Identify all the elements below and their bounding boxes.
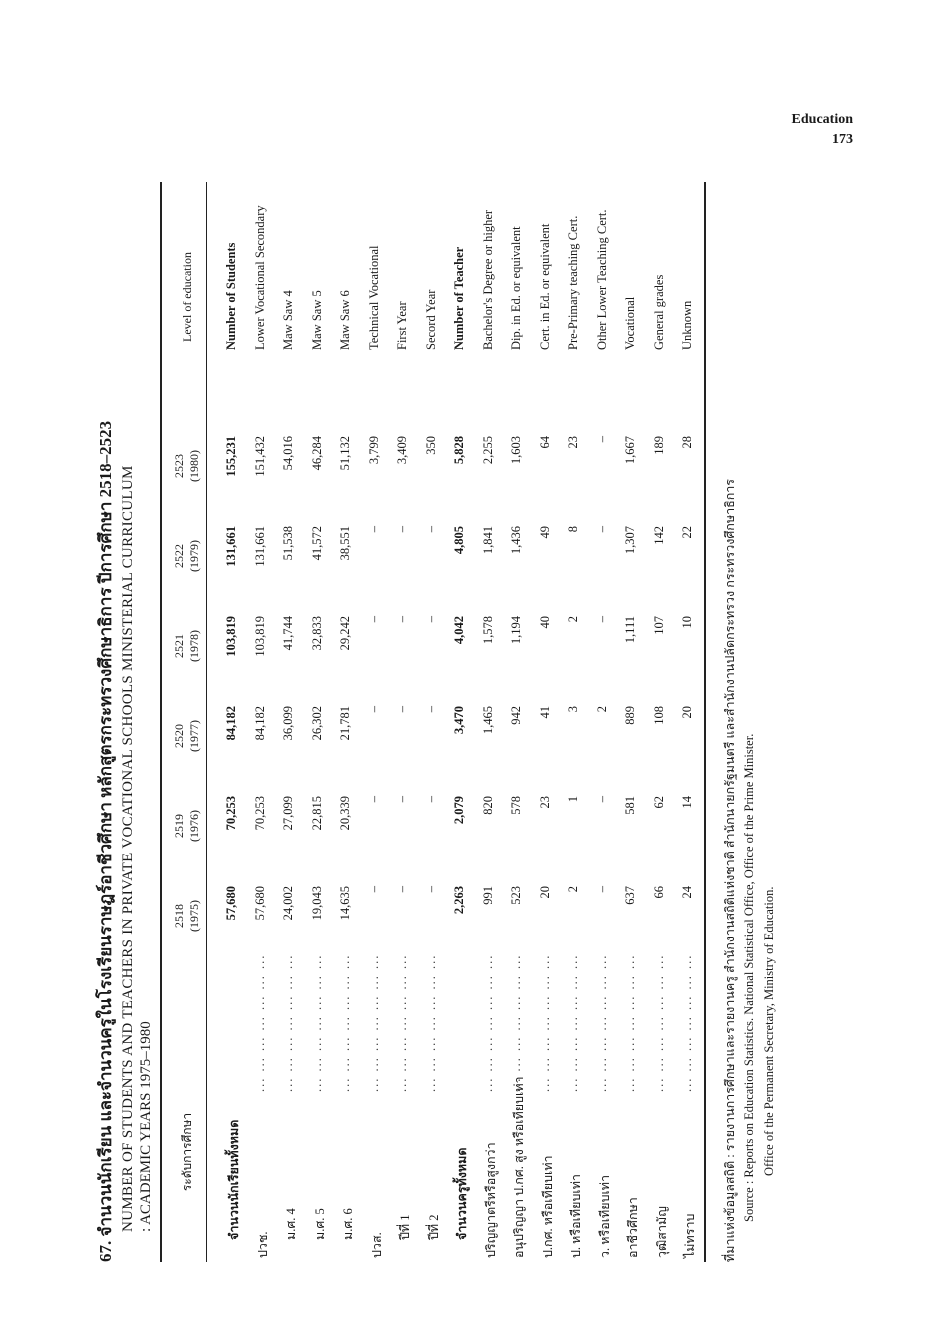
cell-value: 581: [623, 796, 637, 815]
cell-value: 8: [566, 526, 580, 533]
cell-value: 151,432: [252, 436, 267, 477]
cell-value: 942: [509, 706, 523, 725]
cell-value: –: [423, 886, 438, 893]
cell-value: –: [366, 706, 381, 713]
row-label-en: Maw Saw 5: [309, 290, 324, 350]
row-label-en: Secord Year: [423, 289, 438, 350]
cell-value: 2: [566, 886, 580, 893]
year-be: 2519: [172, 814, 186, 838]
cell-value: 19,043: [309, 886, 324, 921]
cell-value: 1,667: [623, 436, 637, 465]
row-label-thai: ปวช.: [255, 1231, 270, 1258]
leader-dots: ... ... ... ... ... ... ...: [537, 953, 552, 1092]
row-label-thai: อนุปริญญา ป.กศ. สูง หรือเทียบเท่า: [512, 1076, 526, 1258]
cell-value: 14,635: [338, 886, 352, 921]
leader-dots: ... ... ... ... ... ... ...: [309, 953, 324, 1092]
cell-value: 41,572: [309, 526, 324, 561]
table-title-thai-text: จำนวนนักเรียน และจำนวนครูในโรงเรียนราษฎร์อาชีวศึกษา หลักสูตรกระทรวงศึกษาธิการ ปีการศึกษา 2518–2523: [96, 420, 115, 1237]
cell-value: 1,465: [480, 706, 495, 735]
cell-value: 23: [566, 436, 580, 449]
cell-value: –: [366, 796, 381, 803]
cell-value: 62: [651, 796, 666, 809]
cell-value: 20: [680, 706, 694, 719]
cell-value: 637: [623, 886, 637, 905]
cell-value: 4,042: [452, 616, 466, 645]
row-label-thai: ปีที่ 1: [398, 1214, 412, 1240]
footnote-source-cont: Office of the Permanent Secretary, Ministry of Education.: [762, 886, 776, 1176]
leader-dots: ... ... ... ... ... ... ...: [651, 953, 666, 1092]
cell-value: 40: [537, 616, 552, 629]
table-subtitle-en: : ACADEMIC YEARS 1975–1980: [138, 1021, 154, 1232]
cell-value: 70,253: [252, 796, 267, 831]
cell-value: 20,339: [338, 796, 352, 831]
table-title-en: NUMBER OF STUDENTS AND TEACHERS IN PRIVATE VOCATIONAL SCHOOLS MINISTERIAL CURRICULUM: [120, 465, 136, 1232]
leader-dots: ... ... ... ... ... ... ...: [338, 953, 352, 1092]
cell-value: 22: [680, 526, 694, 539]
page-number: 173: [832, 132, 853, 147]
table-row: [363, 182, 389, 1262]
cell-value: 23: [537, 796, 552, 809]
cell-value: 2: [594, 706, 609, 713]
year-be: 2522: [172, 544, 186, 568]
leader-dots: ... ... ... ... ... ... ...: [281, 953, 295, 1092]
row-label-thai: ปวส.: [369, 1232, 384, 1258]
cell-value: –: [594, 436, 609, 443]
column-header-level-th: ระดับการศึกษา: [180, 1112, 194, 1192]
leader-dots: ... ... ... ... ... ... ...: [509, 953, 523, 1092]
leader-dots: ... ... ... ... ... ... ...: [423, 953, 438, 1092]
year-header: [172, 526, 202, 586]
cell-value: –: [423, 526, 438, 533]
row-label-en: Maw Saw 6: [338, 290, 352, 350]
cell-value: 84,182: [224, 706, 238, 741]
cell-value: 142: [651, 526, 666, 545]
row-label-en: Technical Vocational: [366, 245, 381, 350]
row-label-en: Maw Saw 4: [281, 290, 295, 350]
cell-value: 41,744: [281, 616, 295, 651]
cell-value: –: [366, 616, 381, 623]
row-label-en: Number of Students: [224, 242, 238, 350]
cell-value: 2,079: [452, 796, 466, 825]
cell-value: 20: [537, 886, 552, 899]
column-header-level-en: Level of education: [180, 252, 194, 342]
table-number: 67.: [96, 1240, 115, 1262]
cell-value: –: [423, 616, 438, 623]
table-row: [420, 182, 446, 1262]
row-label-en: Lower Vocational Secondary: [252, 205, 267, 350]
table-row: [562, 182, 588, 1262]
cell-value: 131,661: [252, 526, 267, 567]
row-label-en: Pre-Primary teaching Cert.: [566, 215, 580, 350]
cell-value: 1,841: [480, 526, 495, 555]
cell-value: 1,578: [480, 616, 495, 645]
row-label-thai: ไม่ทราบ: [683, 1213, 697, 1258]
table-row: [220, 182, 246, 1262]
year-header: [172, 796, 202, 856]
table-row: [448, 182, 474, 1262]
row-label-thai: จำนวนครูทั้งหมด: [455, 1147, 469, 1240]
footnote-thai: ที่มาแห่งข้อมูลสถิติ : รายงานการศึกษาและรายงานครู สำนักงานสถิติแห่งชาติ สำนักนายกรัฐมนตรี และสำนักงานปลัดกระทรวง กระทรวงศึกษาธิการ: [723, 478, 737, 1262]
cell-value: –: [366, 526, 381, 533]
cell-value: 51,538: [281, 526, 295, 561]
leader-dots: ... ... ... ... ... ... ...: [566, 953, 580, 1092]
cell-value: –: [395, 886, 409, 893]
cell-value: 189: [651, 436, 666, 455]
cell-value: –: [395, 796, 409, 803]
year-ad: (1977): [187, 720, 201, 752]
table-title-thai: [92, 421, 119, 1262]
table-row: [591, 182, 617, 1262]
year-be: 2523: [172, 454, 186, 478]
cell-value: 57,680: [224, 886, 238, 921]
table-top-rule: [160, 182, 162, 1262]
row-label-thai: ว. หรือเทียบเท่า: [597, 1174, 612, 1258]
leader-dots: ... ... ... ... ... ... ...: [623, 953, 637, 1092]
cell-value: 2,263: [452, 886, 466, 915]
cell-value: 38,551: [338, 526, 352, 561]
cell-value: –: [395, 706, 409, 713]
cell-value: 70,253: [224, 796, 238, 831]
row-label-en: General grades: [651, 274, 666, 350]
cell-value: 24,002: [281, 886, 295, 921]
table-row: [334, 182, 360, 1262]
table-row: [676, 182, 702, 1262]
table-row: [249, 182, 275, 1262]
row-label-thai: ปริญญาตรีหรือสูงกว่า: [483, 1142, 498, 1258]
row-label-thai: ม.ศ. 6: [341, 1208, 355, 1240]
cell-value: 1,603: [509, 436, 523, 465]
cell-value: –: [594, 796, 609, 803]
cell-value: 103,819: [252, 616, 267, 657]
table-bottom-rule: [704, 182, 706, 1262]
year-be: 2518: [172, 904, 186, 928]
cell-value: 1,111: [623, 616, 637, 644]
cell-value: 46,284: [309, 436, 324, 471]
cell-value: 4,805: [452, 526, 466, 555]
cell-value: 131,661: [224, 526, 238, 567]
cell-value: 66: [651, 886, 666, 899]
table-row: [619, 182, 645, 1262]
row-label-thai: วุฒิสามัญ: [654, 1206, 669, 1258]
cell-value: 14: [680, 796, 694, 809]
cell-value: 1: [566, 796, 580, 803]
row-label-en: First Year: [395, 301, 409, 350]
table-row: [306, 182, 332, 1262]
year-header: [172, 706, 202, 766]
cell-value: 523: [509, 886, 523, 905]
row-label-en: Cert. in Ed. or equivalent: [537, 223, 552, 350]
row-label-thai: ม.ศ. 5: [312, 1208, 327, 1240]
header-rule: [206, 182, 207, 1262]
row-label-en: Unknown: [680, 300, 694, 350]
cell-value: 820: [480, 796, 495, 815]
cell-value: 36,099: [281, 706, 295, 741]
cell-value: 578: [509, 796, 523, 815]
cell-value: 10: [680, 616, 694, 629]
cell-value: 3: [566, 706, 580, 713]
cell-value: 51,132: [338, 436, 352, 471]
cell-value: 2,255: [480, 436, 495, 465]
leader-dots: ... ... ... ... ... ... ...: [480, 953, 495, 1092]
row-label-en: Bachelor's Degree or higher: [480, 209, 495, 350]
year-header: [172, 886, 202, 946]
cell-value: 108: [651, 706, 666, 725]
section-label: Education: [791, 112, 853, 127]
cell-value: 1,307: [623, 526, 637, 555]
row-label-thai: ป. หรือเทียบเท่า: [569, 1174, 583, 1258]
cell-value: 32,833: [309, 616, 324, 651]
row-label-thai: อาชีวศึกษา: [626, 1197, 640, 1258]
leader-dots: ... ... ... ... ... ... ...: [680, 953, 694, 1092]
cell-value: –: [423, 796, 438, 803]
cell-value: 28: [680, 436, 694, 449]
table-row: [277, 182, 303, 1262]
year-ad: (1978): [187, 630, 201, 662]
cell-value: 27,099: [281, 796, 295, 831]
year-ad: (1976): [187, 810, 201, 842]
footnote-source: Source : Reports on Education Statistics. National Statistical Office, Office of the Prime Minister.: [742, 733, 756, 1222]
cell-value: –: [423, 706, 438, 713]
cell-value: 29,242: [338, 616, 352, 651]
cell-value: 57,680: [252, 886, 267, 921]
cell-value: 24: [680, 886, 694, 899]
leader-dots: ... ... ... ... ... ... ...: [594, 953, 609, 1092]
cell-value: 103,819: [224, 616, 238, 657]
cell-value: 5,828: [452, 436, 466, 465]
cell-value: 155,231: [224, 436, 238, 477]
leader-dots: ... ... ... ... ... ... ...: [395, 953, 409, 1092]
cell-value: –: [395, 526, 409, 533]
cell-value: 991: [480, 886, 495, 905]
year-ad: (1980): [187, 450, 201, 482]
row-label-thai: จำนวนนักเรียนทั้งหมด: [227, 1119, 241, 1240]
year-header: [172, 436, 202, 496]
cell-value: –: [366, 886, 381, 893]
cell-value: 22,815: [309, 796, 324, 831]
cell-value: 3,470: [452, 706, 466, 735]
year-ad: (1975): [187, 900, 201, 932]
cell-value: 3,409: [395, 436, 409, 465]
row-label-en: Dip. in Ed. or equivalent: [509, 226, 523, 350]
cell-value: –: [395, 616, 409, 623]
table-row: [505, 182, 531, 1262]
cell-value: 889: [623, 706, 637, 725]
cell-value: 26,302: [309, 706, 324, 741]
table-row: [648, 182, 674, 1262]
cell-value: –: [594, 886, 609, 893]
cell-value: 2: [566, 616, 580, 623]
table-row: [391, 182, 417, 1262]
cell-value: 350: [423, 436, 438, 455]
cell-value: –: [594, 616, 609, 623]
row-label-thai: ป.กศ. หรือเทียบเท่า: [540, 1155, 555, 1258]
row-label-thai: ม.ศ. 4: [284, 1208, 298, 1240]
cell-value: 84,182: [252, 706, 267, 741]
cell-value: 1,194: [509, 616, 523, 645]
cell-value: 41: [537, 706, 552, 719]
cell-value: 64: [537, 436, 552, 449]
cell-value: 3,799: [366, 436, 381, 465]
row-label-en: Other Lower Teaching Cert.: [594, 209, 609, 350]
rotated-table-page: [92, 182, 812, 1262]
table-row: [534, 182, 560, 1262]
year-ad: (1979): [187, 540, 201, 572]
row-label-en: Number of Teacher: [452, 246, 466, 350]
cell-value: 107: [651, 616, 666, 635]
cell-value: 54,016: [281, 436, 295, 471]
cell-value: 1,436: [509, 526, 523, 555]
row-label-thai: ปีที่ 2: [426, 1214, 441, 1240]
cell-value: 21,781: [338, 706, 352, 741]
leader-dots: ... ... ... ... ... ... ...: [366, 953, 381, 1092]
cell-value: –: [594, 526, 609, 533]
table-row: [477, 182, 503, 1262]
page-header: [792, 110, 853, 150]
row-label-en: Vocational: [623, 296, 637, 350]
year-be: 2521: [172, 634, 186, 658]
year-header: [172, 616, 202, 676]
cell-value: 49: [537, 526, 552, 539]
year-be: 2520: [172, 724, 186, 748]
leader-dots: ... ... ... ... ... ... ...: [252, 953, 267, 1092]
